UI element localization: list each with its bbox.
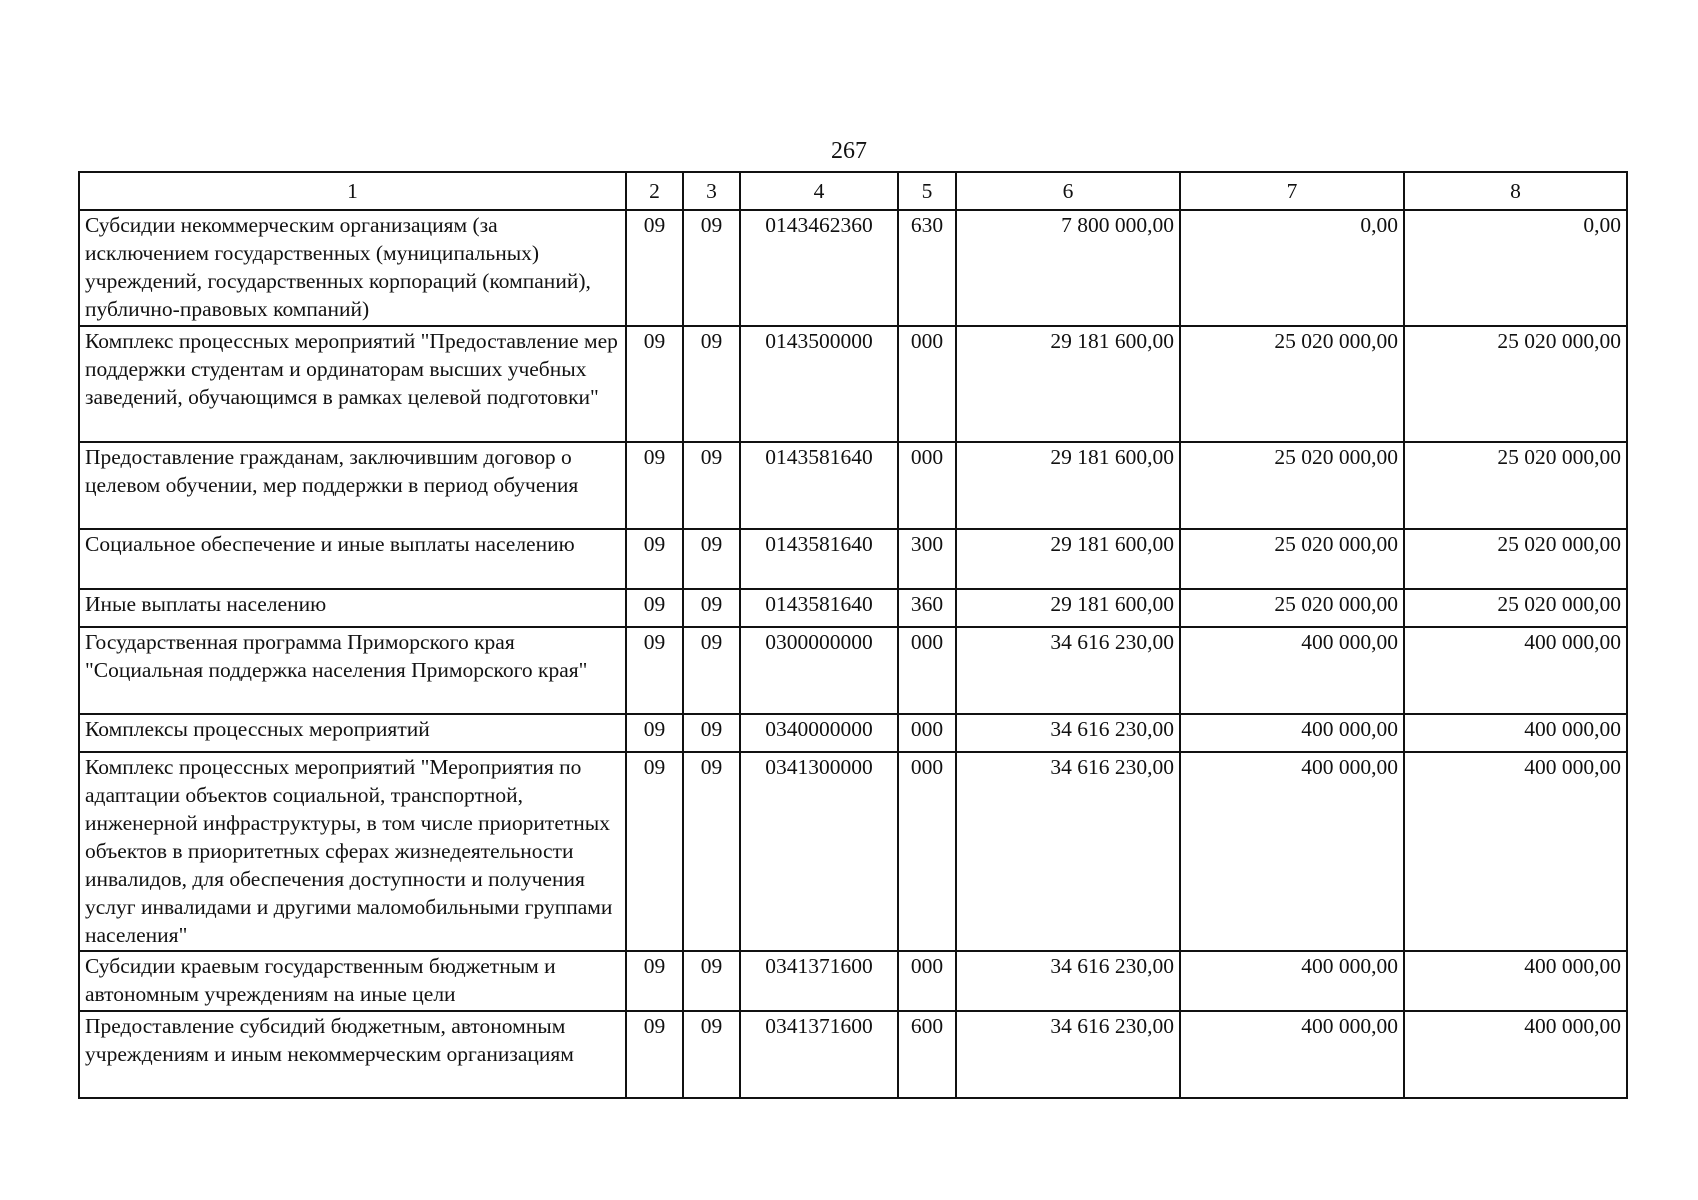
amount-col-8: 400 000,00 <box>1404 951 1627 1011</box>
row-description: Государственная программа Приморского края "Социальная поддержка населения Приморского края" <box>79 627 626 714</box>
amount-col-8: 400 000,00 <box>1404 752 1627 951</box>
section-code: 09 <box>626 951 683 1011</box>
section-code: 09 <box>626 589 683 627</box>
amount-col-7: 25 020 000,00 <box>1180 529 1404 589</box>
expense-type-code: 000 <box>898 326 956 442</box>
expense-type-code: 300 <box>898 529 956 589</box>
column-header-4: 4 <box>740 172 898 210</box>
column-header-2: 2 <box>626 172 683 210</box>
section-code: 09 <box>626 752 683 951</box>
column-header-1: 1 <box>79 172 626 210</box>
expense-type-code: 630 <box>898 210 956 326</box>
expense-type-code: 600 <box>898 1011 956 1098</box>
amount-col-6: 29 181 600,00 <box>956 589 1180 627</box>
amount-col-8: 400 000,00 <box>1404 627 1627 714</box>
table-row <box>79 326 1627 442</box>
target-article-code: 0143581640 <box>740 442 898 529</box>
section-code: 09 <box>626 326 683 442</box>
subsection-code: 09 <box>683 951 740 1011</box>
amount-col-6: 29 181 600,00 <box>956 529 1180 589</box>
subsection-code: 09 <box>683 326 740 442</box>
column-header-8: 8 <box>1404 172 1627 210</box>
amount-col-8: 25 020 000,00 <box>1404 589 1627 627</box>
table-row <box>79 752 1627 951</box>
target-article-code: 0143462360 <box>740 210 898 326</box>
target-article-code: 0143581640 <box>740 529 898 589</box>
amount-col-7: 400 000,00 <box>1180 714 1404 752</box>
amount-col-7: 400 000,00 <box>1180 1011 1404 1098</box>
column-header-7: 7 <box>1180 172 1404 210</box>
target-article-code: 0143500000 <box>740 326 898 442</box>
amount-col-6: 34 616 230,00 <box>956 714 1180 752</box>
row-description: Предоставление субсидий бюджетным, автономным учреждениям и иным некоммерческим организациям <box>79 1011 626 1098</box>
amount-col-7: 25 020 000,00 <box>1180 589 1404 627</box>
row-description: Социальное обеспечение и иные выплаты населению <box>79 529 626 589</box>
table-row <box>79 951 1627 1011</box>
amount-col-6: 7 800 000,00 <box>956 210 1180 326</box>
row-description: Комплекс процессных мероприятий "Предоставление мер поддержки студентам и ординаторам высших учебных заведений, обучающимся в рамках целевой подготовки" <box>79 326 626 442</box>
target-article-code: 0341371600 <box>740 951 898 1011</box>
table-row <box>79 627 1627 714</box>
section-code: 09 <box>626 210 683 326</box>
table-row <box>79 210 1627 326</box>
amount-col-7: 25 020 000,00 <box>1180 326 1404 442</box>
amount-col-6: 29 181 600,00 <box>956 442 1180 529</box>
target-article-code: 0340000000 <box>740 714 898 752</box>
section-code: 09 <box>626 529 683 589</box>
subsection-code: 09 <box>683 627 740 714</box>
section-code: 09 <box>626 714 683 752</box>
target-article-code: 0341371600 <box>740 1011 898 1098</box>
subsection-code: 09 <box>683 442 740 529</box>
expense-type-code: 360 <box>898 589 956 627</box>
row-description: Комплексы процессных мероприятий <box>79 714 626 752</box>
row-description: Предоставление гражданам, заключившим договор о целевом обучении, мер поддержки в период обучения <box>79 442 626 529</box>
amount-col-6: 29 181 600,00 <box>956 326 1180 442</box>
page-number: 267 <box>831 138 867 164</box>
amount-col-6: 34 616 230,00 <box>956 1011 1180 1098</box>
expense-type-code: 000 <box>898 951 956 1011</box>
amount-col-7: 400 000,00 <box>1180 627 1404 714</box>
expense-type-code: 000 <box>898 627 956 714</box>
amount-col-7: 400 000,00 <box>1180 951 1404 1011</box>
section-code: 09 <box>626 442 683 529</box>
subsection-code: 09 <box>683 752 740 951</box>
target-article-code: 0300000000 <box>740 627 898 714</box>
amount-col-7: 400 000,00 <box>1180 752 1404 951</box>
amount-col-8: 25 020 000,00 <box>1404 442 1627 529</box>
subsection-code: 09 <box>683 589 740 627</box>
table-row <box>79 529 1627 589</box>
amount-col-8: 25 020 000,00 <box>1404 326 1627 442</box>
row-description: Субсидии некоммерческим организациям (за исключением государственных (муниципальных) учреждений, государственных корпораций (компаний), публично-правовых компаний) <box>79 210 626 326</box>
amount-col-8: 0,00 <box>1404 210 1627 326</box>
subsection-code: 09 <box>683 210 740 326</box>
column-number-header-row <box>79 172 1627 210</box>
amount-col-8: 400 000,00 <box>1404 714 1627 752</box>
table-row <box>79 1011 1627 1098</box>
section-code: 09 <box>626 1011 683 1098</box>
table-row <box>79 589 1627 627</box>
amount-col-8: 25 020 000,00 <box>1404 529 1627 589</box>
amount-col-7: 0,00 <box>1180 210 1404 326</box>
target-article-code: 0341300000 <box>740 752 898 951</box>
row-description: Субсидии краевым государственным бюджетным и автономным учреждениям на иные цели <box>79 951 626 1011</box>
column-header-5: 5 <box>898 172 956 210</box>
subsection-code: 09 <box>683 1011 740 1098</box>
table-row <box>79 442 1627 529</box>
expense-type-code: 000 <box>898 442 956 529</box>
section-code: 09 <box>626 627 683 714</box>
column-header-3: 3 <box>683 172 740 210</box>
row-description: Комплекс процессных мероприятий "Мероприятия по адаптации объектов социальной, транспортной, инженерной инфраструктуры, в том числе приоритетных объектов в приоритетных сферах жизнедеятельности инвалидов, для обеспечения доступности и получения услуг инвалидами и другими маломобильными группами населения" <box>79 752 626 951</box>
row-description: Иные выплаты населению <box>79 589 626 627</box>
expense-type-code: 000 <box>898 714 956 752</box>
table-row <box>79 714 1627 752</box>
subsection-code: 09 <box>683 529 740 589</box>
budget-table <box>78 171 1628 1099</box>
expense-type-code: 000 <box>898 752 956 951</box>
amount-col-6: 34 616 230,00 <box>956 752 1180 951</box>
amount-col-6: 34 616 230,00 <box>956 627 1180 714</box>
column-header-6: 6 <box>956 172 1180 210</box>
target-article-code: 0143581640 <box>740 589 898 627</box>
amount-col-8: 400 000,00 <box>1404 1011 1627 1098</box>
subsection-code: 09 <box>683 714 740 752</box>
amount-col-6: 34 616 230,00 <box>956 951 1180 1011</box>
amount-col-7: 25 020 000,00 <box>1180 442 1404 529</box>
